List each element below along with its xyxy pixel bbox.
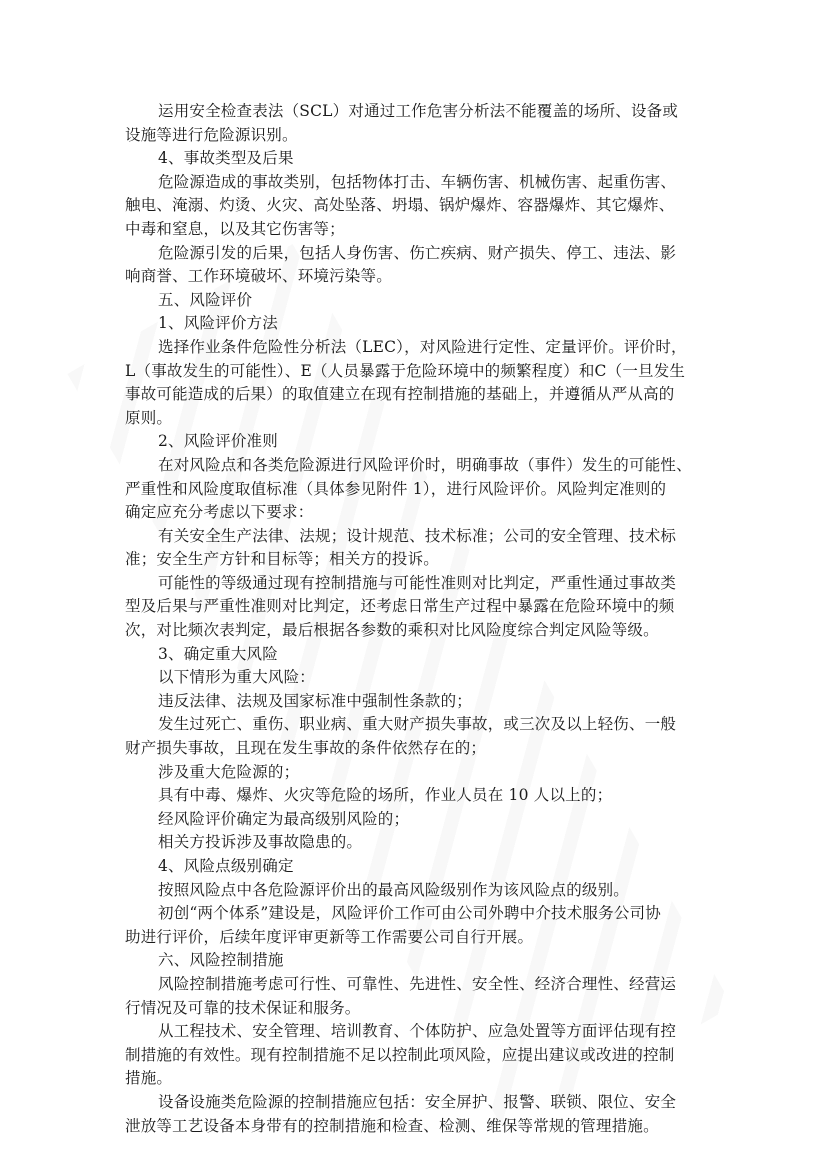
text-line: 财产损失事故，且现在发生事故的条件依然存在的；	[125, 739, 487, 758]
text-line: 经风险评价确定为最高级别风险的；	[158, 809, 410, 828]
text-line: 泄放等工艺设备本身带有的控制措施和检查、检测、维保等常规的管理措施。	[125, 1116, 659, 1135]
text-line: 五、风险评价	[158, 290, 253, 309]
text-line: 以下情形为重大风险：	[158, 668, 316, 687]
text-line: 次，对比频次表判定，最后根据各参数的乘积对比风险度综合判定风险等级。	[125, 621, 659, 640]
text-line: 危险源引发的后果，包括人身伤害、伤亡疾病、财产损失、停工、违法、影	[158, 243, 677, 262]
text-line: 原则。	[125, 408, 173, 427]
text-line: 设施等进行危险源识别。	[125, 125, 298, 144]
text-line: 六、风险控制措施	[158, 951, 284, 970]
text-line: 违反法律、法规及国家标准中强制性条款的；	[158, 691, 473, 710]
text-line: 按照风险点中各危险源评价出的最高风险级别作为该风险点的级别。	[158, 880, 630, 899]
text-line: 制措施的有效性。现有控制措施不足以控制此项风险，应提出建议或改进的控制	[125, 1045, 675, 1064]
text-line: 响商誉、工作环境破坏、环境污染等。	[125, 267, 392, 286]
text-line: 危险源造成的事故类别，包括物体打击、车辆伤害、机械伤害、起重伤害、	[158, 172, 677, 191]
text-line: 风险控制措施考虑可行性、可靠性、先进性、安全性、经济合理性、经营运	[158, 974, 677, 993]
text-line: 发生过死亡、重伤、职业病、重大财产损失事故，或三次及以上轻伤、一般	[158, 715, 677, 734]
text-line: 严重性和风险度取值标准（具体参见附件 1），进行风险评价。风险判定准则的	[125, 479, 667, 498]
text-line: 措施。	[125, 1069, 173, 1088]
text-line: 具有中毒、爆炸、火灾等危险的场所，作业人员在 10 人以上的；	[158, 786, 613, 805]
text-line: 运用安全检查表法（SCL）对通过工作危害分析法不能覆盖的场所、设备或	[158, 102, 679, 120]
text-line: 4、事故类型及后果	[158, 149, 294, 168]
text-line: 涉及重大危险源的；	[158, 762, 300, 781]
text-line: 助进行评价，后续年度评审更新等工作需要公司自行开展。	[125, 927, 534, 946]
text-line: L（事故发生的可能性）、E（人员暴露于危险环境中的频繁程度）和C（一旦发生	[125, 361, 686, 380]
text-line: 可能性的等级通过现有控制措施与可能性准则对比判定，严重性通过事故类	[158, 573, 677, 592]
text-line: 在对风险点和各类危险源进行风险评价时，明确事故（事件）发生的可能性、	[158, 455, 692, 474]
text-line: 中毒和窒息，以及其它伤害等；	[125, 219, 345, 238]
text-line: 事故可能造成的后果）的取值建立在现有控制措施的基础上，并遵循从严从高的	[125, 385, 675, 404]
text-line: 2、风险评价准则	[158, 432, 278, 451]
text-line: 3、确定重大风险	[158, 644, 278, 663]
text-line: 准；安全生产方针和目标等；相关方的投诉。	[125, 550, 440, 569]
text-line: 型及后果与严重性准则对比判定，还考虑日常生产过程中暴露在危险环境中的频	[125, 597, 675, 616]
text-line: 1、风险评价方法	[158, 314, 278, 333]
text-line: 行情况及可靠的技术保证和服务。	[125, 998, 361, 1017]
text-line: 设备设施类危险源的控制措施应包括：安全屏护、报警、联锁、限位、安全	[158, 1092, 677, 1111]
text-line: 选择作业条件危险性分析法（LEC），对风险进行定性、定量评价。评价时，	[158, 337, 687, 356]
text-line: 相关方投诉涉及事故隐患的。	[158, 833, 363, 852]
text-line: 初创“两个体系”建设是，风险评价工作可由公司外聘中介技术服务公司协	[158, 904, 661, 923]
text-line: 确定应充分考虑以下要求：	[125, 503, 314, 522]
text-line: 从工程技术、安全管理、培训教育、个体防护、应急处置等方面评估现有控	[158, 1022, 677, 1041]
text-line: 4、风险点级别确定	[158, 857, 294, 875]
text-line: 有关安全生产法律、法规；设计规范、技术标准；公司的安全管理、技术标	[158, 526, 677, 545]
document-body	[125, 100, 715, 1138]
text-line: 触电、淹溺、灼烫、火灾、高处坠落、坍塌、锅炉爆炸、容器爆炸、其它爆炸、	[125, 196, 675, 215]
